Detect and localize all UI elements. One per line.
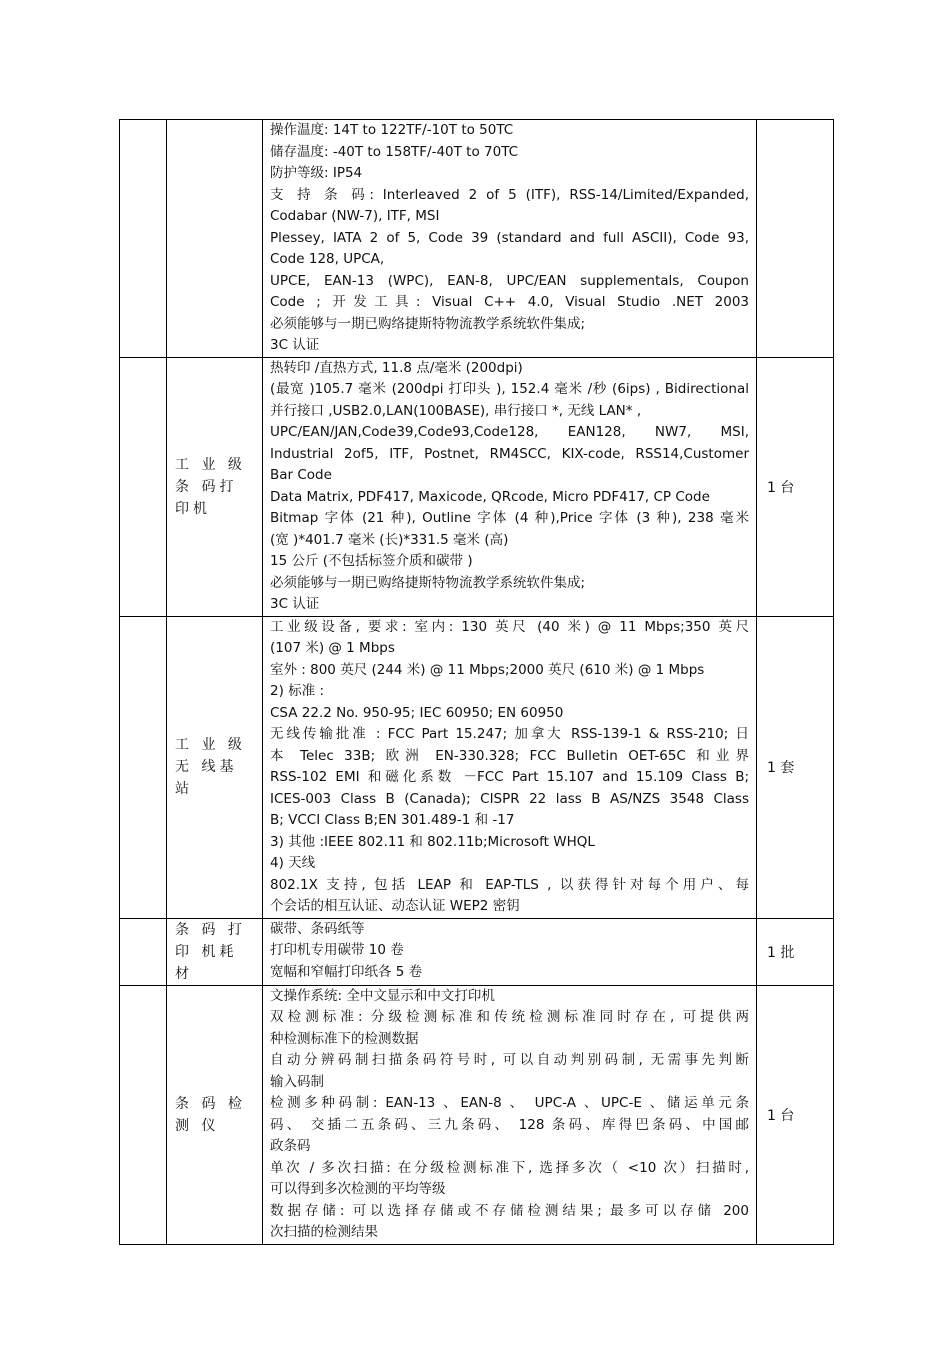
spec-line: (107 米) @ 1 Mbps [270, 640, 395, 656]
spec-cell [263, 616, 757, 918]
spec-line: 单次 / 多次扫描: 在分级检测标准下, 选择多次（ <10 次）扫描时, [270, 1159, 749, 1176]
spec-line: (最宽 )105.7 毫米 (200dpi 打印头 ), 152.4 毫米 /秒 (6ips) , Bidirectional [270, 381, 749, 397]
index-cell [120, 120, 167, 358]
spec-line: 4) 天线 [270, 855, 316, 871]
spec-line: 可以得到多次检测的平均等级 [270, 1181, 446, 1197]
spec-line: 个会话的相互认证、动态认证 WEP2 密钥 [270, 898, 520, 914]
spec-line: RSS-102 EMI 和磁化系数 －FCC Part 15.107 and 15.109 Class B; [270, 769, 749, 785]
spec-line: 15 公斤 (不包括标签介质和碳带 ) [270, 553, 473, 569]
spec-line: CSA 22.2 No. 950-95; IEC 60950; EN 60950 [270, 704, 564, 721]
spec-line: 必须能够与一期已购络捷斯特物流教学系统软件集成; [270, 315, 586, 332]
table-row [120, 985, 834, 1244]
spec-line: Industrial 2of5, ITF, Postnet, RM4SCC, KIX-code, RSS14,Customer [270, 445, 749, 462]
spec-line: 操作温度: 14T to 122TF/-10T to 50TC [270, 122, 514, 138]
spec-line: 并行接口 ,USB2.0,LAN(100BASE), 串行接口 *, 无线 LAN* , [270, 402, 642, 419]
quantity-cell: 1 套 [757, 616, 834, 918]
spec-line: 工业级设备, 要求: 室内: 130 英尺 (40 米) @ 11 Mbps;350 英尺 [270, 618, 749, 635]
spec-line: Plessey, IATA 2 of 5, Code 39 (standard and full ASCII), Code 93, [270, 229, 749, 246]
spec-line: 宽幅和窄幅打印纸各 5 卷 [270, 963, 423, 980]
spec-cell [263, 120, 757, 358]
spec-line: Data Matrix, PDF417, Maxicode, QRcode, Micro PDF417, CP Code [270, 488, 710, 505]
spec-line: Code ; 开发工具: Visual C++ 4.0, Visual Studio .NET 2003 [270, 294, 749, 310]
spec-line: 防护等级: IP54 [270, 165, 363, 181]
index-cell [120, 918, 167, 985]
index-cell [120, 985, 167, 1244]
quantity-cell: 1 批 [757, 918, 834, 985]
item-name-cell [167, 120, 263, 358]
spec-line: 本 Telec 33B; 欧洲 EN-330.328; FCC Bulletin OET-65C 和业界 [270, 747, 749, 764]
spec-line: UPC/EAN/JAN,Code39,Code93,Code128, EAN128, NW7, MSI, [270, 424, 749, 440]
spec-line: 次扫描的检测结果 [270, 1224, 378, 1240]
equipment-spec-table [119, 119, 834, 1245]
spec-line: 3) 其他 :IEEE 802.11 和 802.11b;Microsoft WHQL [270, 833, 595, 850]
spec-line: 支 持 条 码: Interleaved 2 of 5 (ITF), RSS-14/Limited/Expanded, [270, 186, 749, 203]
spec-line: 自动分辨码制扫描条码符号时, 可以自动判别码制, 无需事先判断 [270, 1052, 749, 1068]
spec-cell [263, 918, 757, 985]
spec-line: 种检测标准下的检测数据 [270, 1030, 419, 1047]
spec-line: Bitmap 字体 (21 种), Outline 字体 (4 种),Price 字体 (3 种), 238 毫米 [270, 510, 749, 526]
spec-line: 3C 认证 [270, 337, 320, 353]
spec-line: 输入码制 [270, 1073, 324, 1090]
spec-line: 打印机专用碳带 10 卷 [270, 942, 404, 958]
spec-cell [263, 985, 757, 1244]
item-name-cell: 条 码 检 测 仪 [167, 985, 263, 1244]
quantity-cell: 1 台 [757, 985, 834, 1244]
spec-line: 802.1X 支持, 包括 LEAP 和 EAP-TLS , 以获得针对每个用户、每 [270, 876, 749, 893]
spec-line: 2) 标准 : [270, 683, 324, 699]
spec-line: Bar Code [270, 467, 332, 483]
spec-line: 3C 认证 [270, 596, 320, 612]
spec-line: 双检测标准: 分级检测标准和传统检测标准同时存在, 可提供两 [270, 1009, 749, 1025]
table-row [120, 918, 834, 985]
quantity-cell [757, 120, 834, 358]
spec-line: 码、 交插二五条码、三九条码、 128 条码、库得巴条码、中国邮 [270, 1116, 749, 1133]
item-name-cell: 条 码 打 印 机耗材 [167, 918, 263, 985]
table-row [120, 357, 834, 616]
spec-table-body [120, 120, 834, 1245]
spec-line: 必须能够与一期已购络捷斯特物流教学系统软件集成; [270, 574, 586, 591]
spec-line: B; VCCI Class B;EN 301.489-1 和 -17 [270, 812, 515, 828]
spec-line: ICES-003 Class B (Canada); CISPR 22 lass B AS/NZS 3548 Class [270, 790, 749, 807]
spec-line: 政条码 [270, 1138, 311, 1154]
quantity-cell: 1 台 [757, 357, 834, 616]
table-row [120, 120, 834, 358]
item-name-cell: 工 业 级 无 线基站 [167, 616, 263, 918]
spec-line: 检测多种码制: EAN-13 、EAN-8 、 UPC-A 、UPC-E 、储运单元条 [270, 1095, 749, 1111]
spec-line: 热转印 /直热方式, 11.8 点/毫米 (200dpi) [270, 359, 523, 376]
index-cell [120, 616, 167, 918]
spec-line: (宽 )*401.7 毫米 (长)*331.5 毫米 (高) [270, 531, 509, 548]
spec-line: 碳带、条码纸等 [270, 920, 365, 937]
spec-line: 数据存储: 可以选择存储或不存储检测结果; 最多可以存储 200 [270, 1202, 749, 1219]
spec-line: 室外 : 800 英尺 (244 米) @ 11 Mbps;2000 英尺 (610 米) @ 1 Mbps [270, 661, 705, 678]
spec-line: Code 128, UPCA, [270, 251, 385, 267]
item-name-cell: 工 业 级 条 码打印机 [167, 357, 263, 616]
spec-line: 文操作系统: 全中文显示和中文打印机 [270, 987, 495, 1004]
spec-line: Codabar (NW-7), ITF, MSI [270, 208, 440, 224]
table-row [120, 616, 834, 918]
spec-line: UPCE, EAN-13 (WPC), EAN-8, UPC/EAN supplementals, Coupon [270, 272, 749, 289]
spec-cell [263, 357, 757, 616]
spec-line: 储存温度: -40T to 158TF/-40T to 70TC [270, 143, 519, 160]
index-cell [120, 357, 167, 616]
spec-line: 无线传输批准 : FCC Part 15.247; 加拿大 RSS-139-1 & RSS-210; 日 [270, 726, 749, 742]
